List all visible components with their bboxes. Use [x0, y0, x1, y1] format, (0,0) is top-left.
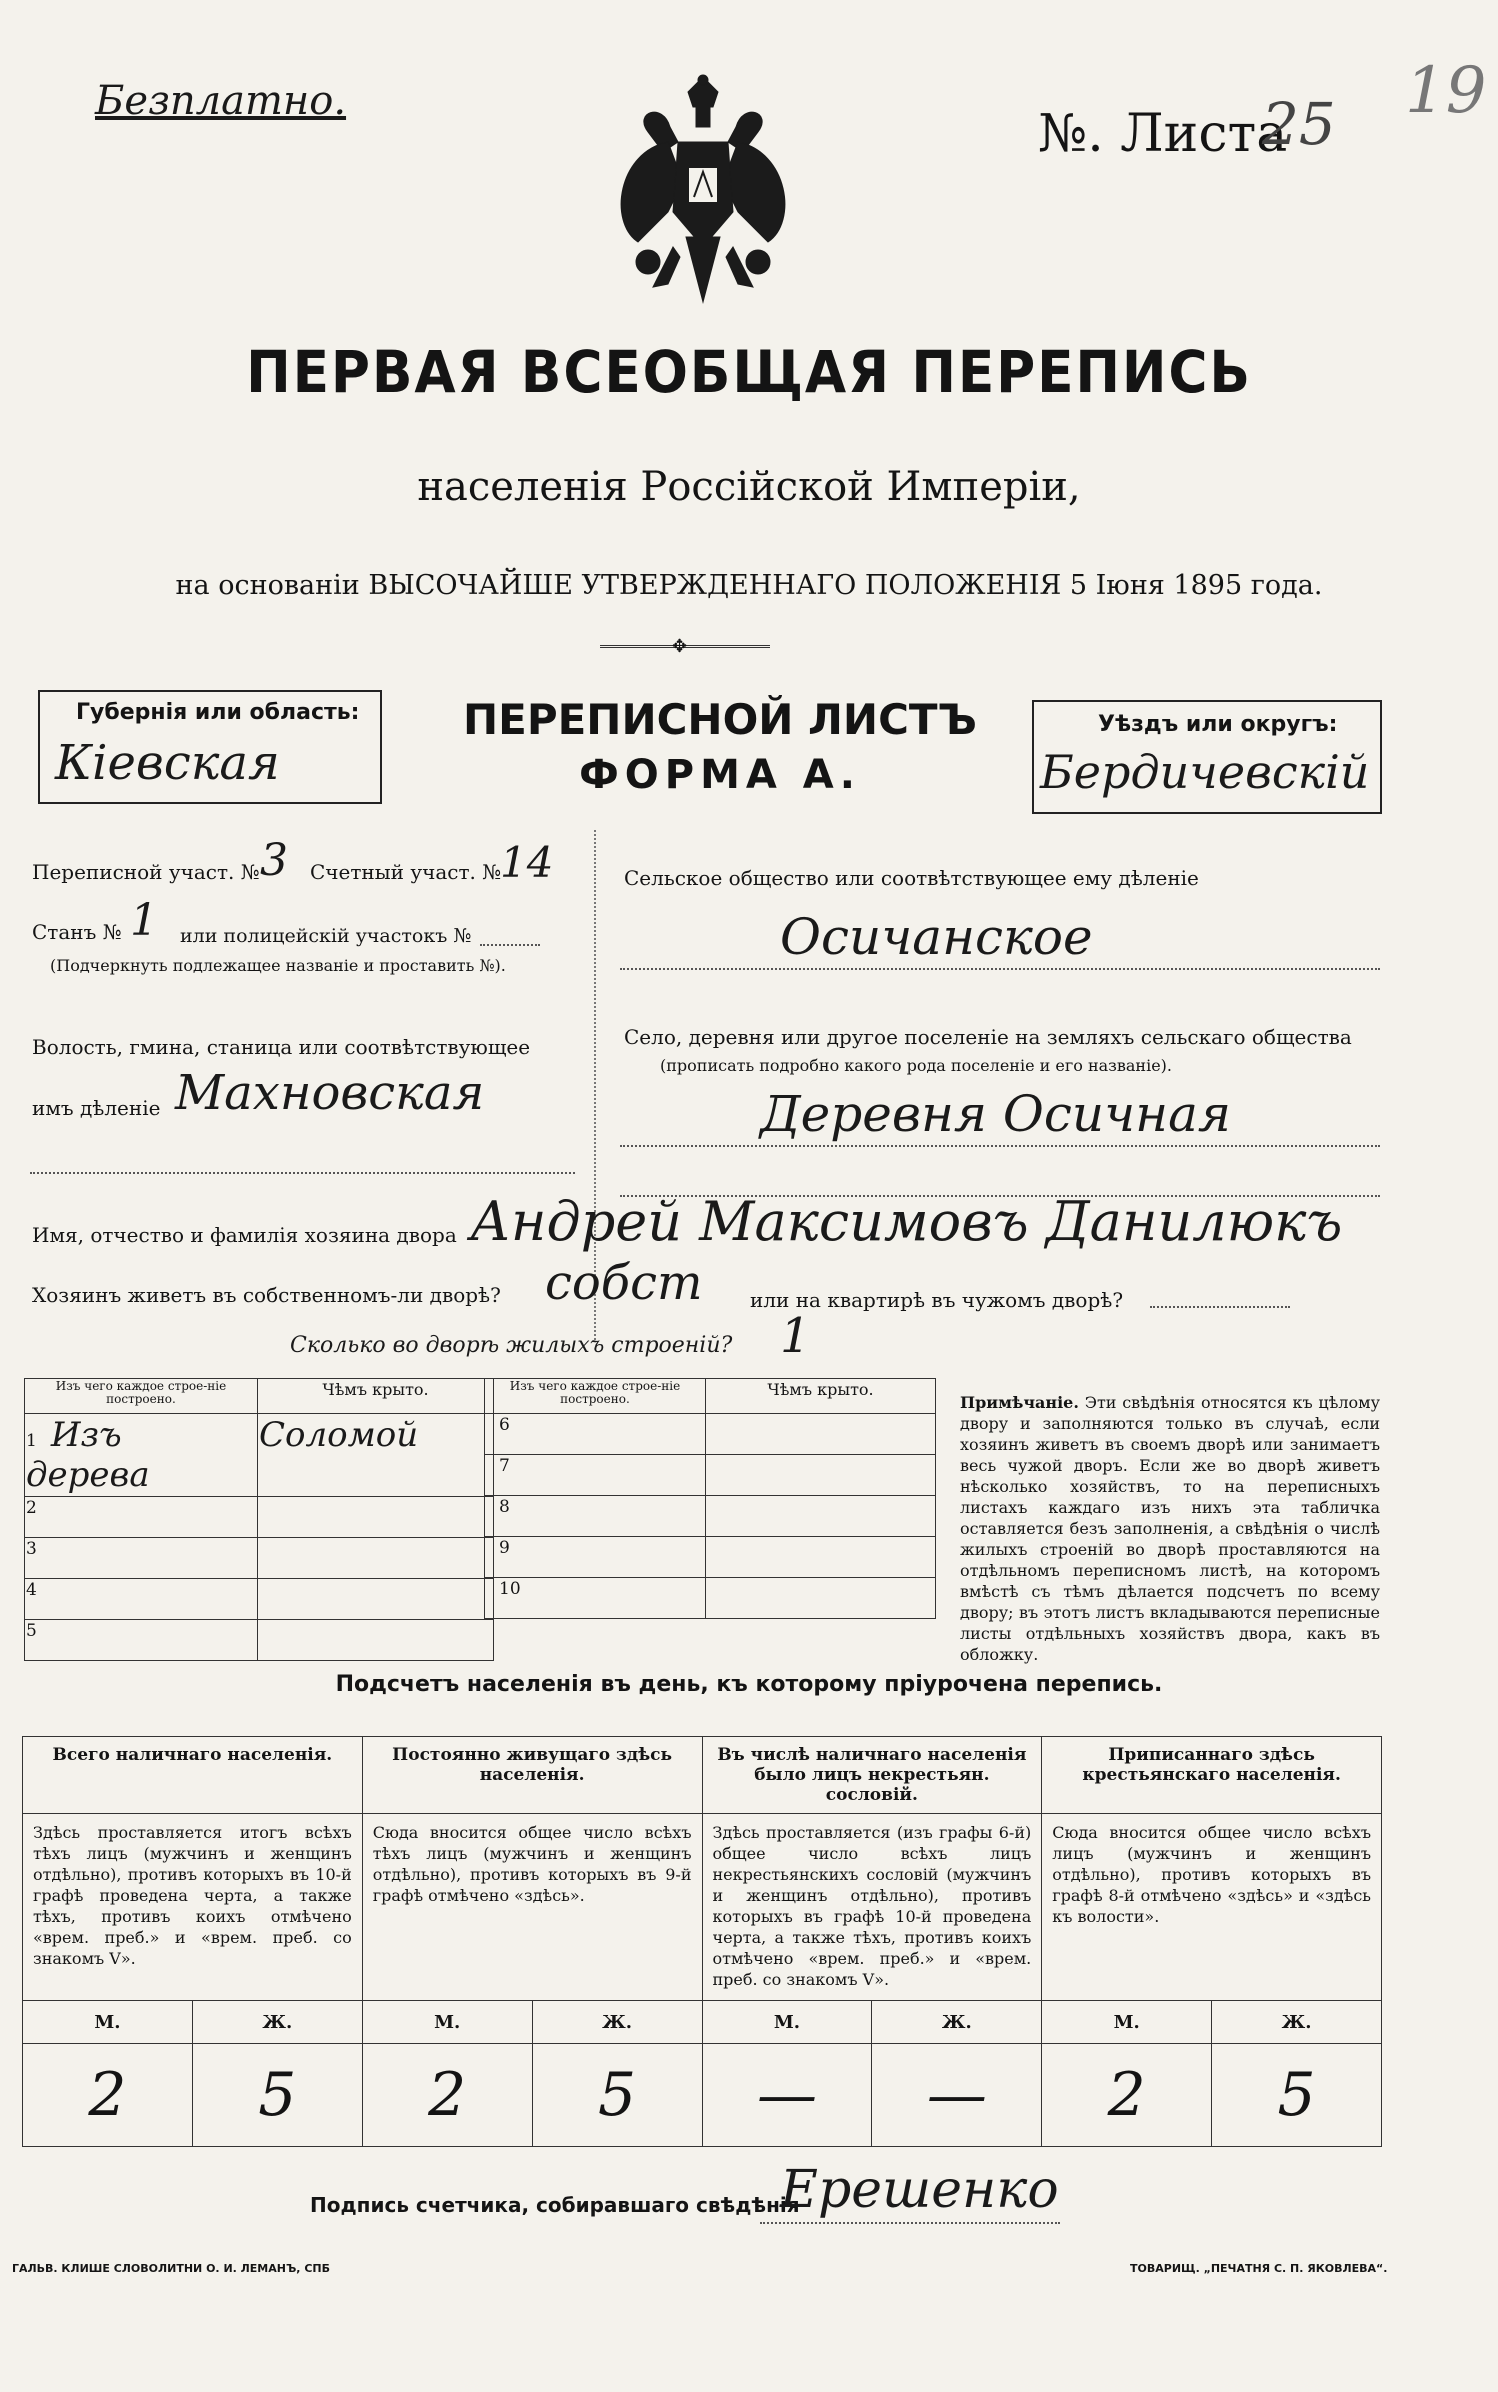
- female-header: Ж.: [872, 2001, 1042, 2044]
- police-line: [480, 944, 540, 946]
- census-basis: на основаніи ВЫСОЧАЙШЕ УТВЕРЖДЕННАГО ПОЛОЖЕНІЯ 5 Іюня 1895 года.: [175, 570, 1323, 601]
- gubernia-label: Губернія или область:: [76, 700, 360, 725]
- owner-value: Андрей Максимовъ Данилюкъ: [470, 1190, 1343, 1253]
- schetny-uchast-value: 14: [500, 838, 554, 887]
- selo-line: [620, 1145, 1380, 1147]
- buildings-table-left: [24, 1378, 494, 1661]
- female-header: Ж.: [532, 2001, 702, 2044]
- printer-left: ГАЛЬВ. КЛИШЕ СЛОВОЛИТНИ О. И. ЛЕМАНЪ, СПБ: [12, 2262, 330, 2275]
- rent-label: или на квартирѣ въ чужомъ дворѣ?: [750, 1288, 1124, 1312]
- volost-value: Махновская: [175, 1065, 485, 1121]
- signature-line: [760, 2222, 1060, 2224]
- free-label: Безплатно.: [95, 78, 347, 124]
- building-row-number: 9: [499, 1538, 510, 1558]
- gubernia-value: Кіевская: [55, 735, 280, 791]
- signature-label: Подпись счетчика, собиравшаго свѣдѣнія: [310, 2193, 800, 2217]
- building-row-number: 4: [26, 1580, 37, 1600]
- building-row-number: 7: [499, 1456, 510, 1476]
- building-row-number: 3: [26, 1539, 37, 1559]
- total-male-value: 2: [23, 2044, 193, 2147]
- population-desc-total: Здѣсь проставляется итогъ всѣхъ тѣхъ лицъ (мужчинъ и женщинъ отдѣльно), противъ которыхъ въ 10-й графѣ проведена черта, а также тѣхъ, противъ коихъ отмѣчено «врем. преб.» и «врем. преб. со знакомъ V».: [23, 1814, 363, 2001]
- male-header: М.: [362, 2001, 532, 2044]
- own-yard-value: собст: [545, 1255, 703, 1311]
- non-peasant-male-value: —: [702, 2044, 872, 2147]
- ornament-glyph: ✥: [672, 636, 688, 657]
- perepis-uchast-value: 3: [260, 835, 288, 886]
- population-desc-permanent: Сюда вносится общее число всѣхъ тѣхъ лицъ (мужчинъ и женщинъ отдѣльно), противъ которыхъ въ 9-й графѣ отмѣчено «здѣсь».: [362, 1814, 702, 2001]
- note-heading: Примѣчаніе.: [960, 1393, 1079, 1412]
- uezd-value: Бердичевскій: [1040, 745, 1370, 799]
- population-desc-peasant: Сюда вносится общее число всѣхъ лицъ (мужчинъ и женщинъ отдѣльно), противъ которыхъ въ графѣ 8-й отмѣчено «здѣсь» и «здѣсь къ волости».: [1042, 1814, 1382, 2001]
- total-female-value: 5: [192, 2044, 362, 2147]
- volost-label-2: имъ дѣленіе: [32, 1096, 161, 1120]
- own-yard-label: Хозяинъ живетъ въ собственномъ-ли дворѣ?: [32, 1283, 501, 1307]
- stan-label: Станъ №: [32, 920, 122, 944]
- peasant-female-value: 5: [1212, 2044, 1382, 2147]
- police-note: (Подчеркнуть подлежащее названіе и проставить №).: [50, 956, 506, 975]
- obshchestvo-line: [620, 968, 1380, 970]
- rent-line: [1150, 1306, 1290, 1308]
- permanent-male-value: 2: [362, 2044, 532, 2147]
- owner-label: Имя, отчество и фамилія хозяина двора: [32, 1223, 457, 1247]
- non-peasant-female-value: —: [872, 2044, 1042, 2147]
- female-header: Ж.: [1212, 2001, 1382, 2044]
- building-row-number: 2: [26, 1498, 37, 1518]
- form-subtitle: ФОРМА А.: [579, 752, 861, 798]
- volost-extra-line: [30, 1172, 575, 1174]
- double-headed-eagle-emblem: [608, 72, 798, 312]
- male-header: М.: [23, 2001, 193, 2044]
- population-head-total: Всего наличнаго населенія.: [23, 1737, 363, 1814]
- census-title: ПЕРВАЯ ВСЕОБЩАЯ ПЕРЕПИСЬ: [246, 338, 1252, 406]
- selo-value: Деревня Осичная: [760, 1085, 1232, 1143]
- buildings-col-material: Изъ чего каждое строе-ніе построено.: [485, 1379, 706, 1414]
- buildings-col-roof: Чѣмъ крыто.: [258, 1379, 494, 1414]
- building-row-number: 5: [26, 1621, 37, 1641]
- uezd-label: Уѣздъ или округъ:: [1098, 712, 1338, 737]
- note-block: [960, 1392, 1380, 1665]
- police-label: или полицейскій участокъ №: [180, 925, 472, 947]
- female-header: Ж.: [192, 2001, 362, 2044]
- schetny-uchast-label: Счетный участ. №: [310, 860, 502, 884]
- perepis-uchast-label: Переписной участ. №: [32, 860, 260, 884]
- population-table: [22, 1736, 1382, 2147]
- census-subtitle: населенія Россійской Имперіи,: [417, 464, 1081, 510]
- population-desc-non-peasant: Здѣсь проставляется (изъ графы 6-й) общее число всѣхъ лицъ некрестьянскихъ сословій (мужчинъ и женщинъ отдѣльно), противъ которыхъ въ графѣ 10-й проведена черта, а также тѣхъ, противъ коихъ отмѣчено «врем. преб.» и «врем. преб. со знакомъ V».: [702, 1814, 1042, 2001]
- buildings-value: 1: [780, 1308, 811, 1364]
- sheet-number-label: №. Листа: [1038, 104, 1288, 164]
- population-head-permanent: Постоянно живущаго здѣсь населенія.: [362, 1737, 702, 1814]
- male-header: М.: [702, 2001, 872, 2044]
- building-row-number: 8: [499, 1497, 510, 1517]
- obshchestvo-value: Осичанское: [780, 908, 1093, 966]
- selo-label: Село, деревня или другое поселеніе на земляхъ сельскаго общества: [624, 1025, 1352, 1049]
- corner-archive-number: 19: [1405, 54, 1487, 128]
- selo-note: (прописать подробно какого рода поселеніе и его названіе).: [660, 1056, 1172, 1075]
- building-row-number: 1: [26, 1431, 37, 1451]
- population-head-non-peasant: Въ числѣ наличнаго населенія было лицъ некрестьян. сословій.: [702, 1737, 1042, 1814]
- population-head-peasant: Приписаннаго здѣсь крестьянскаго населенія.: [1042, 1737, 1382, 1814]
- building-row-number: 10: [499, 1579, 521, 1599]
- male-header: М.: [1042, 2001, 1212, 2044]
- note-text: Эти свѣдѣнія относятся къ цѣлому двору и заполняются только въ случаѣ, если хозяинъ живетъ въ своемъ дворѣ или занимаетъ весь чужой дворъ. Если же во дворѣ живетъ нѣсколько хозяйствъ, то на переписныхъ листахъ каждаго изъ нихъ эта табличка оставляется безъ заполненія, а свѣдѣнія о числѣ жилыхъ строеній во дворѣ проставляются на отдѣльномъ переписномъ листѣ, на которомъ вмѣстѣ съ тѣмъ дѣлается подсчетъ по всему двору; въ этотъ листъ вкладываются переписные листы отдѣльныхъ хозяйствъ двора, какъ въ обложку.: [960, 1393, 1380, 1664]
- population-title: Подсчетъ населенія въ день, къ которому пріурочена перепись.: [335, 1672, 1163, 1697]
- permanent-female-value: 5: [532, 2044, 702, 2147]
- building-row-roof: Соломой: [259, 1415, 419, 1455]
- signature-value: Ерешенко: [780, 2160, 1059, 2220]
- buildings-col-roof: Чѣмъ крыто.: [706, 1379, 936, 1414]
- building-row-material: Изъ дерева: [26, 1415, 150, 1495]
- buildings-label: Сколько во дворѣ жилыхъ строеній?: [290, 1333, 733, 1358]
- building-row-number: 6: [499, 1415, 510, 1435]
- form-title: ПЕРЕПИСНОЙ ЛИСТЪ: [462, 695, 978, 744]
- printer-right: ТОВАРИЩ. „ПЕЧАТНЯ С. П. ЯКОВЛЕВА“.: [1130, 2262, 1388, 2275]
- sheet-number-value: 25: [1262, 90, 1336, 158]
- obshchestvo-label: Сельское общество или соотвѣтствующее ему дѣленіе: [624, 866, 1199, 890]
- volost-label: Волость, гмина, станица или соотвѣтствующее: [32, 1035, 531, 1059]
- peasant-male-value: 2: [1042, 2044, 1212, 2147]
- buildings-col-material: Изъ чего каждое строе-ніе построено.: [25, 1379, 258, 1414]
- buildings-table-right: [484, 1378, 936, 1619]
- stan-value: 1: [130, 895, 158, 946]
